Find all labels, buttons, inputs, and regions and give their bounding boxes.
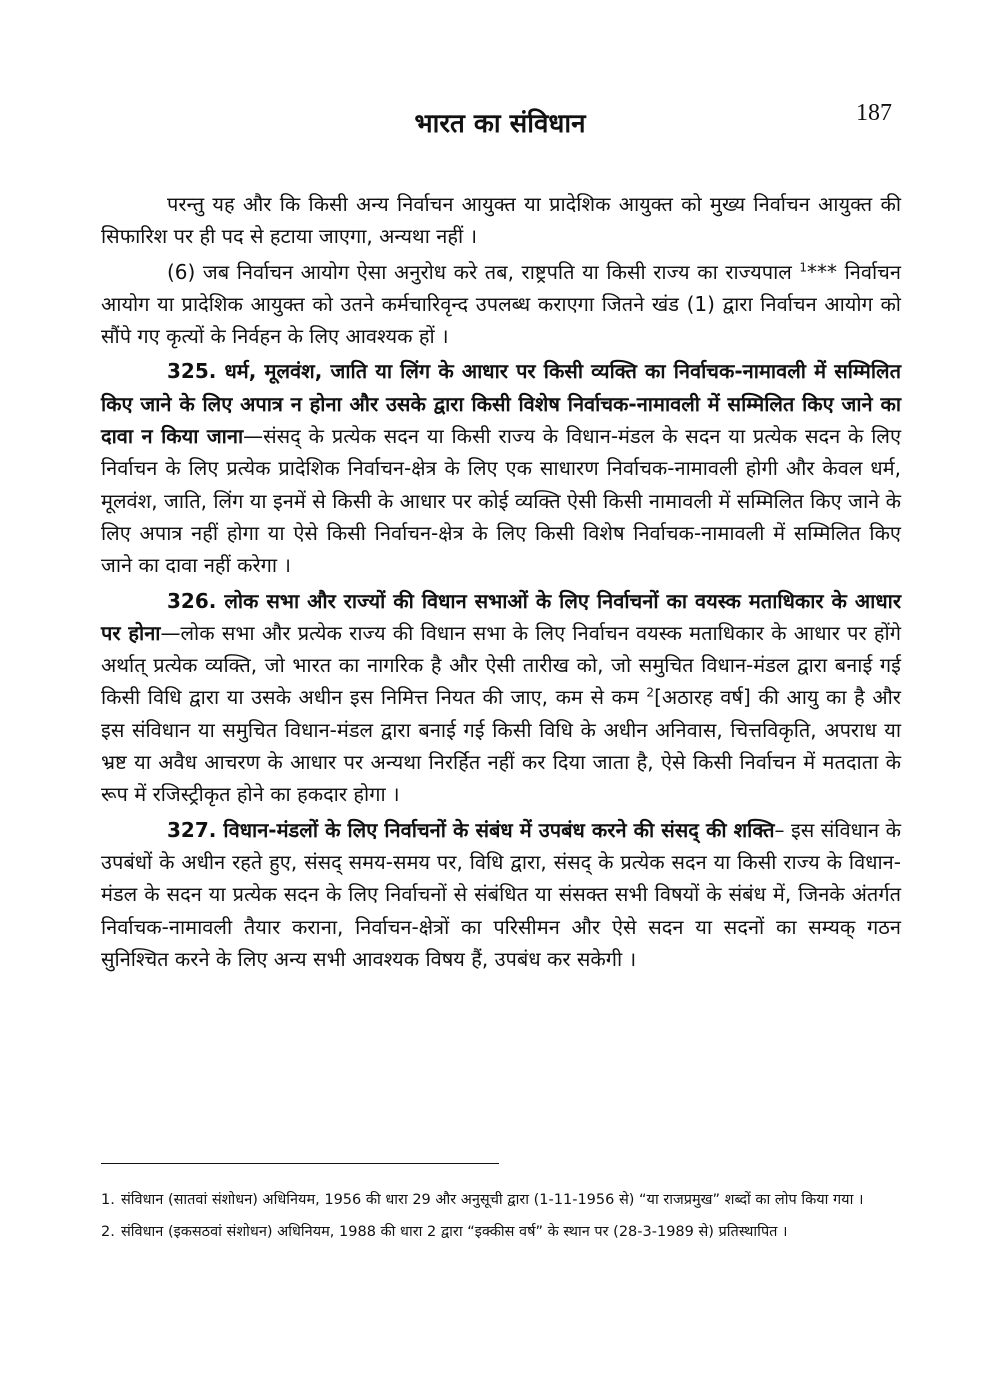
article-text: – इस संविधान के उपबंधों के अधीन रहते हुए, संसद् समय-समय पर, विधि द्वारा, संसद् के प्रत्येक सदन या किसी राज्य के विधान-मंडल के सदन या प्रत्येक सदन के लिए निर्वाचनों से संबंधित या संसक्त सभी विषयों के संबंध में, जिनके अंतर्गत निर्वाचक-नामावली तैयार कराना, निर्वाचन-क्षेत्रों का परिसीमन और ऐसे सदन या सदनों का सम्यक् गठन सुनिश्चित करने के लिए अन्य सभी आवश्यक विषय हैं, उपबंध कर सकेगी । bbox=[101, 817, 901, 971]
footnote-marker: 2. bbox=[101, 1224, 115, 1240]
article-326 bbox=[101, 585, 901, 811]
footnote-ref: 1 bbox=[799, 259, 808, 274]
footnote-ref: 2 bbox=[646, 685, 655, 700]
footnote-item bbox=[101, 1218, 901, 1246]
proviso-paragraph bbox=[101, 188, 901, 253]
article-text: —लोक सभा और प्रत्येक राज्य की विधान सभा के लिए निर्वाचन वयस्क मताधिकार के आधार पर होंगे अर्थात् प्रत्येक व्यक्ति, जो भारत का नागरिक है और ऐसी तारीख को, जो समुचित विधान-मंडल द्वारा बनाई गई किसी विधि द्वारा या उसके अधीन इस निमित्त नियत की जाए, कम से कम bbox=[101, 620, 901, 710]
paragraph-text: *** निर्वाचन आयोग या प्रादेशिक आयुक्त को उतने कर्मचारिवृन्द उपलब्ध कराएगा जितने खंड (1) द्वारा निर्वाचन आयोग को सौंपे गए कृत्यों के निर्वहन के लिए आवश्यक हों । bbox=[101, 259, 901, 349]
article-heading: 325. धर्म, मूलवंश, जाति या लिंग के आधार पर किसी व्यक्ति का निर्वाचक-नामावली में सम्मिलित किए जाने के लिए अपात्र न होना और उसके द्वारा किसी विशेष निर्वाचक-नामावली में सम्मिलित किए जाने का दावा न किया जाना bbox=[101, 359, 901, 449]
article-325 bbox=[101, 355, 901, 581]
clause-6-paragraph bbox=[101, 256, 901, 353]
footnote-text: संविधान (इकसठवां संशोधन) अधिनियम, 1988 की धारा 2 द्वारा “इक्कीस वर्ष” के स्थान पर (28-3-1989 से) प्रतिस्थापित । bbox=[121, 1224, 788, 1240]
article-text: —संसद् के प्रत्येक सदन या किसी राज्य के विधान-मंडल के सदन या प्रत्येक सदन के लिए निर्वाचन के लिए प्रत्येक प्रादेशिक निर्वाचन-क्षेत्र के लिए एक साधारण निर्वाचक-नामावली होगी और केवल धर्म, मूलवंश, जाति, लिंग या इनमें से किसी के आधार पर कोई व्यक्ति ऐसी किसी नामावली में सम्मिलित किए जाने के लिए अपात्र नहीं होगा या ऐसे किसी निर्वाचन-क्षेत्र के लिए किसी विशेष निर्वाचक-नामावली में सम्मिलित किए जाने का दावा नहीं करेगा । bbox=[101, 424, 902, 578]
footnotes bbox=[101, 1186, 901, 1250]
page-number: 187 bbox=[856, 100, 892, 126]
main-body bbox=[101, 188, 901, 978]
paragraph-text: परन्तु यह और कि किसी अन्य निर्वाचन आयुक्त या प्रादेशिक आयुक्त को मुख्य निर्वाचन आयुक्त की सिफारिश पर ही पद से हटाया जाएगा, अन्यथा नहीं । bbox=[101, 192, 901, 249]
page-header-title: भारत का संविधान bbox=[414, 109, 586, 139]
footnote-text: संविधान (सातवां संशोधन) अधिनियम, 1956 की धारा 29 और अनुसूची द्वारा (1-11-1956 से) “या राजप्रमुख” शब्दों का लोप किया गया । bbox=[121, 1192, 864, 1208]
article-heading: 326. लोक सभा और राज्यों की विधान सभाओं के लिए निर्वाचनों का वयस्क मताधिकार के आधार पर होना bbox=[101, 588, 901, 645]
footnote-item bbox=[101, 1186, 901, 1214]
article-327 bbox=[101, 814, 901, 975]
article-text: [अठारह वर्ष] की आयु का है और इस संविधान या समुचित विधान-मंडल द्वारा बनाई गई किसी विधि के अधीन अनिवास, चित्तविकृति, अपराध या भ्रष्ट या अवैध आचरण के आधार पर अन्यथा निरर्हित नहीं कर दिया जाता है, ऐसे किसी निर्वाचन में मतदाता के रूप में रजिस्ट्रीकृत होने का हकदार होगा । bbox=[101, 685, 901, 807]
footnote-divider bbox=[101, 1163, 499, 1164]
article-heading: 327. विधान-मंडलों के लिए निर्वाचनों के संबंध में उपबंध करने की संसद् की शक्ति bbox=[167, 817, 775, 842]
footnote-marker: 1. bbox=[101, 1192, 115, 1208]
paragraph-text: (6) जब निर्वाचन आयोग ऐसा अनुरोध करे तब, राष्ट्रपति या किसी राज्य का राज्यपाल bbox=[167, 259, 800, 284]
